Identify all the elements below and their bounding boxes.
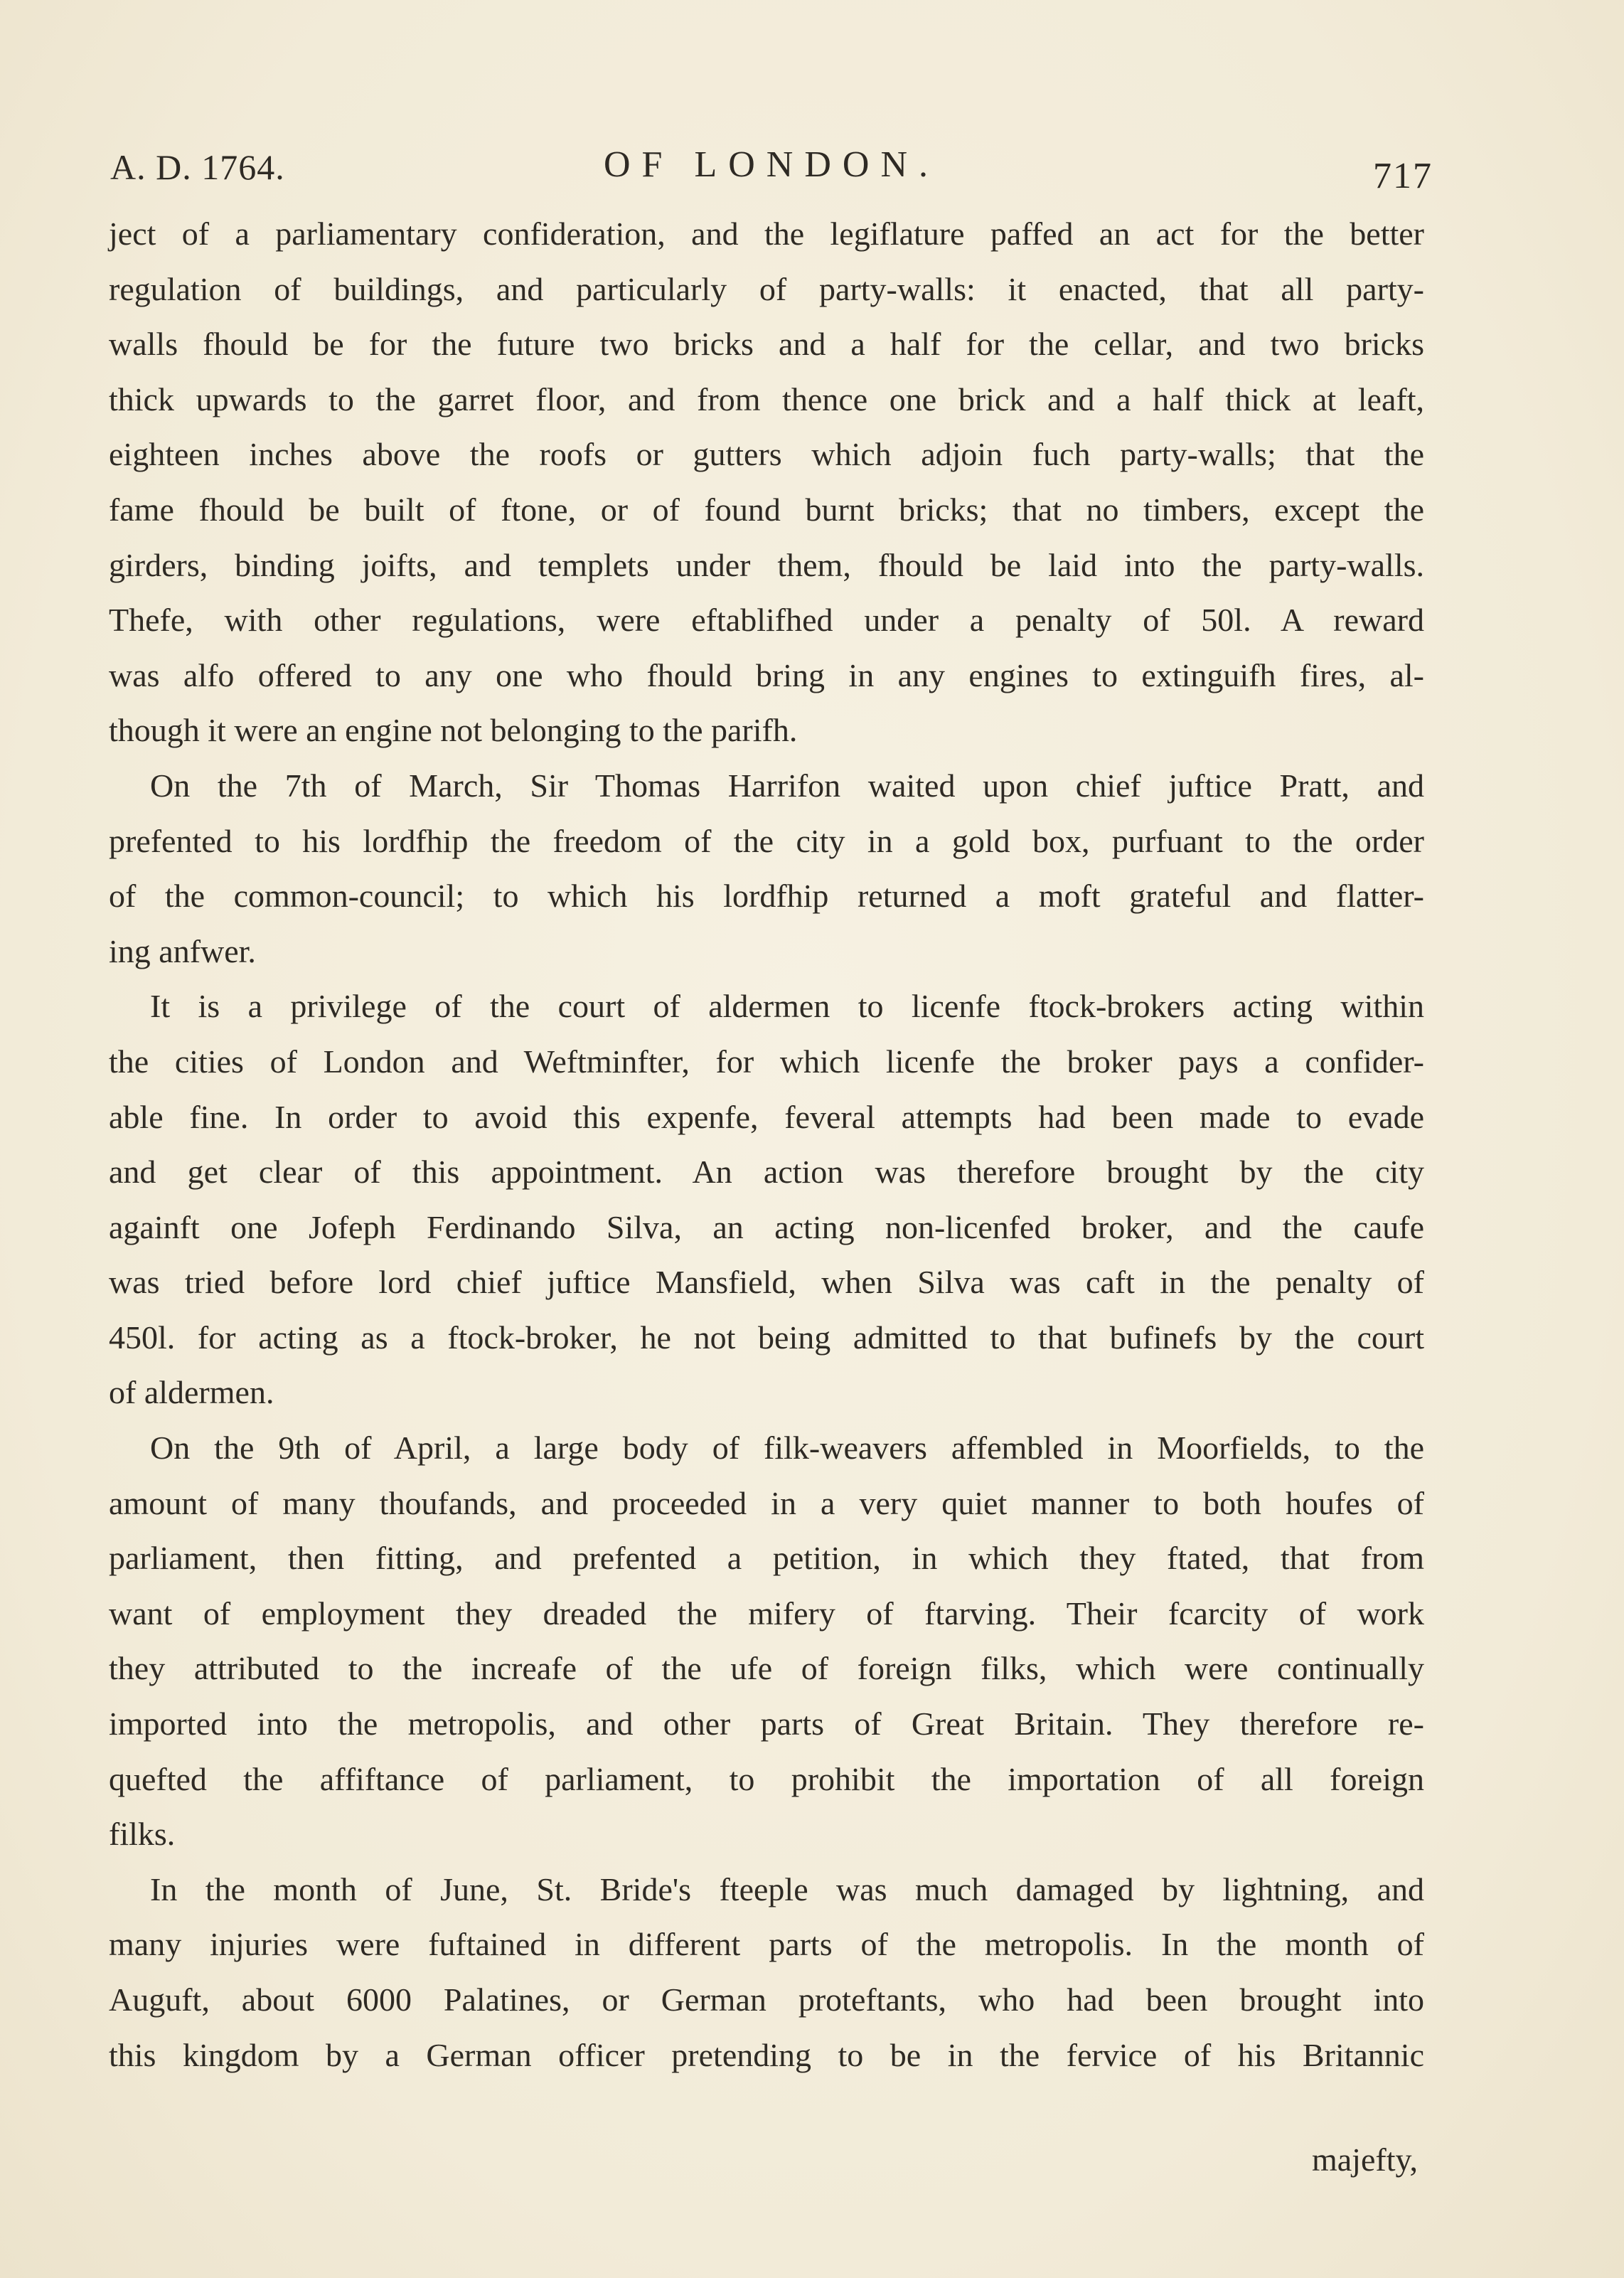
text-line: On the 7th of March, Sir Thomas Harrifon waited upon chief juftice Pratt, and xyxy=(150,767,1424,804)
text-line: girders, binding joifts, and templets under them, fhould be laid into the party-walls. xyxy=(109,546,1424,583)
text-line: parliament, then fitting, and prefented a petition, in which they ftated, that from xyxy=(109,1540,1424,1577)
paragraph-5 xyxy=(109,1862,1424,2082)
text-line: able fine. In order to avoid this expenfe, feveral attempts had been made to evade xyxy=(109,1098,1424,1135)
header-year: A. D. 1764. xyxy=(110,147,285,187)
text-line: Auguft, about 6000 Palatines, or German proteftants, who had been brought into xyxy=(109,1981,1424,2018)
text-line: of aldermen. xyxy=(109,1374,274,1411)
text-line: It is a privilege of the court of aldermen to licenfe ftock-brokers acting within xyxy=(150,988,1424,1025)
text-line: quefted the affiftance of parliament, to prohibit the importation of all foreign xyxy=(109,1760,1424,1797)
text-line: eighteen inches above the roofs or gutters which adjoin fuch party-walls; that the xyxy=(109,436,1424,473)
text-line: fame fhould be built of ftone, or of found burnt bricks; that no timbers, except the xyxy=(109,491,1424,528)
paragraph-4 xyxy=(109,1420,1424,1862)
paragraph-1 xyxy=(109,206,1424,758)
text-line: 450l. for acting as a ftock-broker, he not being admitted to that bufinefs by the court xyxy=(109,1319,1424,1356)
text-line: the cities of London and Weftminfter, for which licenfe the broker pays a confider- xyxy=(109,1043,1424,1080)
text-line: againft one Jofeph Ferdinando Silva, an acting non-licenfed broker, and the caufe xyxy=(109,1208,1424,1245)
text-line: walls fhould be for the future two bricks and a half for the cellar, and two bricks xyxy=(109,326,1424,363)
text-line: ject of a parliamentary confideration, and the legiflature paffed an act for the better xyxy=(109,215,1424,252)
text-line: In the month of June, St. Bride's fteeple was much damaged by lightning, and xyxy=(150,1870,1424,1907)
text-line: prefented to his lordfhip the freedom of the city in a gold box, purfuant to the order xyxy=(109,822,1424,859)
text-line: was tried before lord chief juftice Mansfield, when Silva was caft in the penalty of xyxy=(109,1264,1424,1301)
text-line: and get clear of this appointment. An action was therefore brought by the city xyxy=(109,1154,1424,1191)
text-line: was alfo offered to any one who fhould bring in any engines to extinguifh fires, al- xyxy=(109,656,1424,693)
text-line: of the common-council; to which his lordfhip returned a moft grateful and flatter- xyxy=(109,878,1424,915)
text-line: Thefe, with other regulations, were eftablifhed under a penalty of 50l. A reward xyxy=(109,602,1424,639)
text-line: this kingdom by a German officer pretending to be in the fervice of his Britannic xyxy=(109,2036,1424,2073)
page-number: 717 xyxy=(1373,156,1433,196)
text-line: ing anfwer. xyxy=(109,932,256,969)
text-line: many injuries were fuftained in different parts of the metropolis. In the month of xyxy=(109,1926,1424,1963)
text-line: though it were an engine not belonging to the parifh. xyxy=(109,712,798,749)
paragraph-3 xyxy=(109,979,1424,1420)
body-text xyxy=(109,206,1424,2082)
text-line: want of employment they dreaded the mifery of ftarving. Their fcarcity of work xyxy=(109,1595,1424,1632)
text-line: imported into the metropolis, and other parts of Great Britain. They therefore re- xyxy=(109,1705,1424,1742)
paragraph-2 xyxy=(109,758,1424,979)
catchword: majefty, xyxy=(1311,2141,1418,2178)
header-title: OF LONDON. xyxy=(604,144,939,185)
text-line: thick upwards to the garret floor, and from thence one brick and a half thick at leaft, xyxy=(109,380,1424,417)
text-line: filks. xyxy=(109,1816,176,1853)
text-line: regulation of buildings, and particularly of party-walls: it enacted, that all party- xyxy=(109,270,1424,307)
text-line: On the 9th of April, a large body of filk-weavers affembled in Moorfields, to the xyxy=(150,1430,1424,1467)
text-line: they attributed to the increafe of the ufe of foreign filks, which were continually xyxy=(109,1650,1424,1687)
running-header xyxy=(110,139,1433,196)
text-line: amount of many thoufands, and proceeded in a very quiet manner to both houfes of xyxy=(109,1484,1424,1521)
